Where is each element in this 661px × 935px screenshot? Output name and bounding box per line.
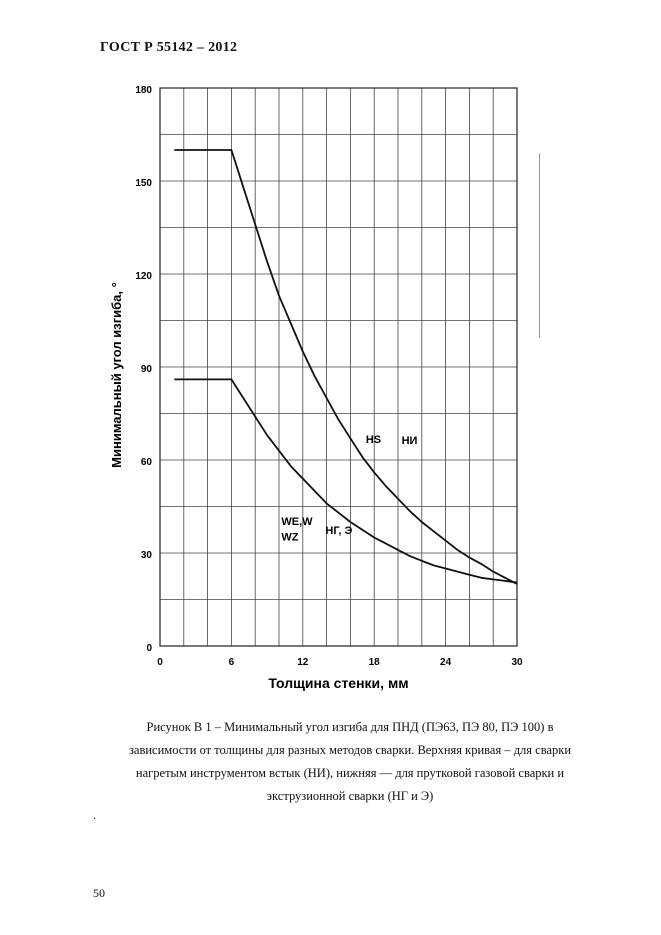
annotation-label: НГ, Э [325,524,353,537]
y-tick-label: 150 [135,178,152,189]
x-tick-label: 18 [368,657,380,668]
x-axis-label: Толщина стенки, мм [268,675,409,691]
x-tick-label: 6 [228,657,235,668]
y-tick-label: 30 [140,550,152,561]
page-number: 50 [93,886,105,900]
y-axis-label: Минимальный угол изгиба, ° [109,282,124,468]
caption-line-1: Рисунок В 1 – Минимальный угол изгиба для ПНД (ПЭ63, ПЭ 80, ПЭ 100) в [146,720,554,734]
annotation-label: WZ [281,531,299,544]
series-line-lower [174,379,517,582]
caption-line-4: экструзионной сварки (НГ и Э) [266,789,434,803]
document-header: ГОСТ Р 55142 – 2012 [100,40,238,55]
annotations [281,434,417,544]
caption-line-3: нагретым инструментом встык (НИ), нижняя — для прутковой газовой сварки и [135,766,565,780]
x-tick-label: 12 [297,657,309,668]
chart-grid [160,88,517,646]
figure-caption [100,716,600,808]
scan-artifact-line [539,153,540,338]
annotation-label: WE,W [281,516,313,529]
caption-line-2: зависимости от толщины для разных методов сварки. Верхняя кривая – для сварки [128,743,572,757]
y-tick-label: 90 [140,364,152,375]
y-tick-label: 180 [135,85,152,96]
tick-labels [135,85,523,668]
x-tick-label: 0 [157,657,163,668]
y-tick-label: 0 [146,643,152,654]
y-tick-label: 120 [135,271,152,282]
x-tick-label: 24 [440,657,452,668]
annotation-label: HS [365,433,382,446]
stray-dot: . [93,808,96,822]
x-tick-label: 30 [511,657,523,668]
y-tick-label: 60 [140,457,152,468]
annotation-label: НИ [401,434,418,447]
